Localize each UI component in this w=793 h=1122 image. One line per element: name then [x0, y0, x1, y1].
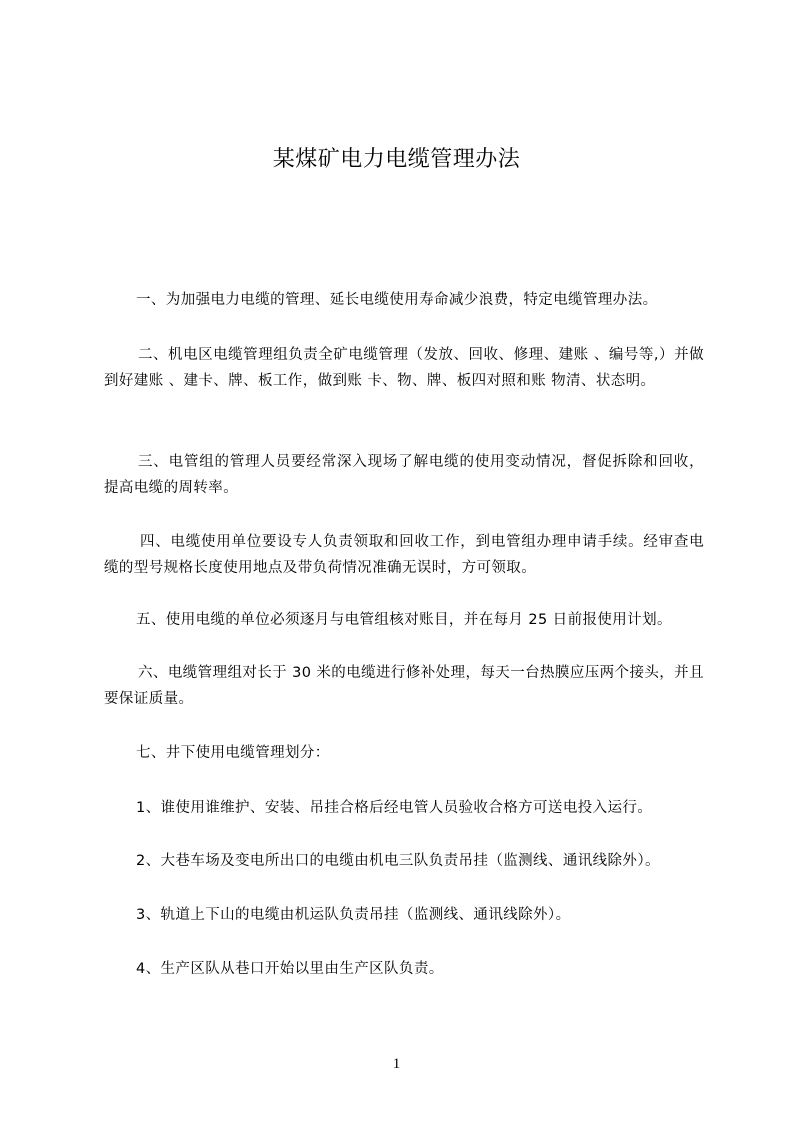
- paragraph-2: 二、机电区电缆管理组负责全矿电缆管理（发放、回收、修理、建账 、编号等,）并做到好建账 、建卡、牌、板工作，做到账 卡、物、牌、板四对照和账 物清、状态明。: [104, 347, 704, 389]
- paragraph-6: 六、电缆管理组对长于 30 米的电缆进行修补处理，每天一台热膜应压两个接头，并且要保证质量。: [104, 665, 704, 707]
- paragraph-8: 1、谁使用谁维护、安装、吊挂合格后经电管人员验收合格方可送电投入运行。: [136, 800, 653, 816]
- paragraph-1: 一、为加强电力电缆的管理、延长电缆使用寿命减少浪费，特定电缆管理办法。: [136, 292, 658, 308]
- paragraph-11: 4、生产区队从巷口开始以里由生产区队负责。: [136, 961, 444, 977]
- paragraph-4: 四、电缆使用单位要设专人负责领取和回收工作，到电管组办理申请手续。经审查电缆的型号规格长度使用地点及带负荷情况准确无误时，方可领取。: [104, 534, 704, 576]
- paragraph-10: 3、轨道上下山的电缆由机运队负责吊挂（监测线、通讯线除外）。: [136, 907, 571, 923]
- paragraph-3: 三、电管组的管理人员要经常深入现场了解电缆的使用变动情况，督促拆除和回收，提高电缆的周转率。: [104, 454, 704, 496]
- paragraph-5: 五、使用电缆的单位必须逐月与电管组核对账目，并在每月 25 日前报使用计划。: [136, 612, 672, 628]
- document-title: 某煤矿电力电缆管理办法: [272, 147, 521, 172]
- page-number: 1: [392, 1056, 401, 1072]
- paragraph-7: 七、井下使用电缆管理划分：: [136, 745, 330, 761]
- paragraph-9: 2、大巷车场及变电所出口的电缆由机电三队负责吊挂（监测线、通讯线除外）。: [136, 853, 660, 869]
